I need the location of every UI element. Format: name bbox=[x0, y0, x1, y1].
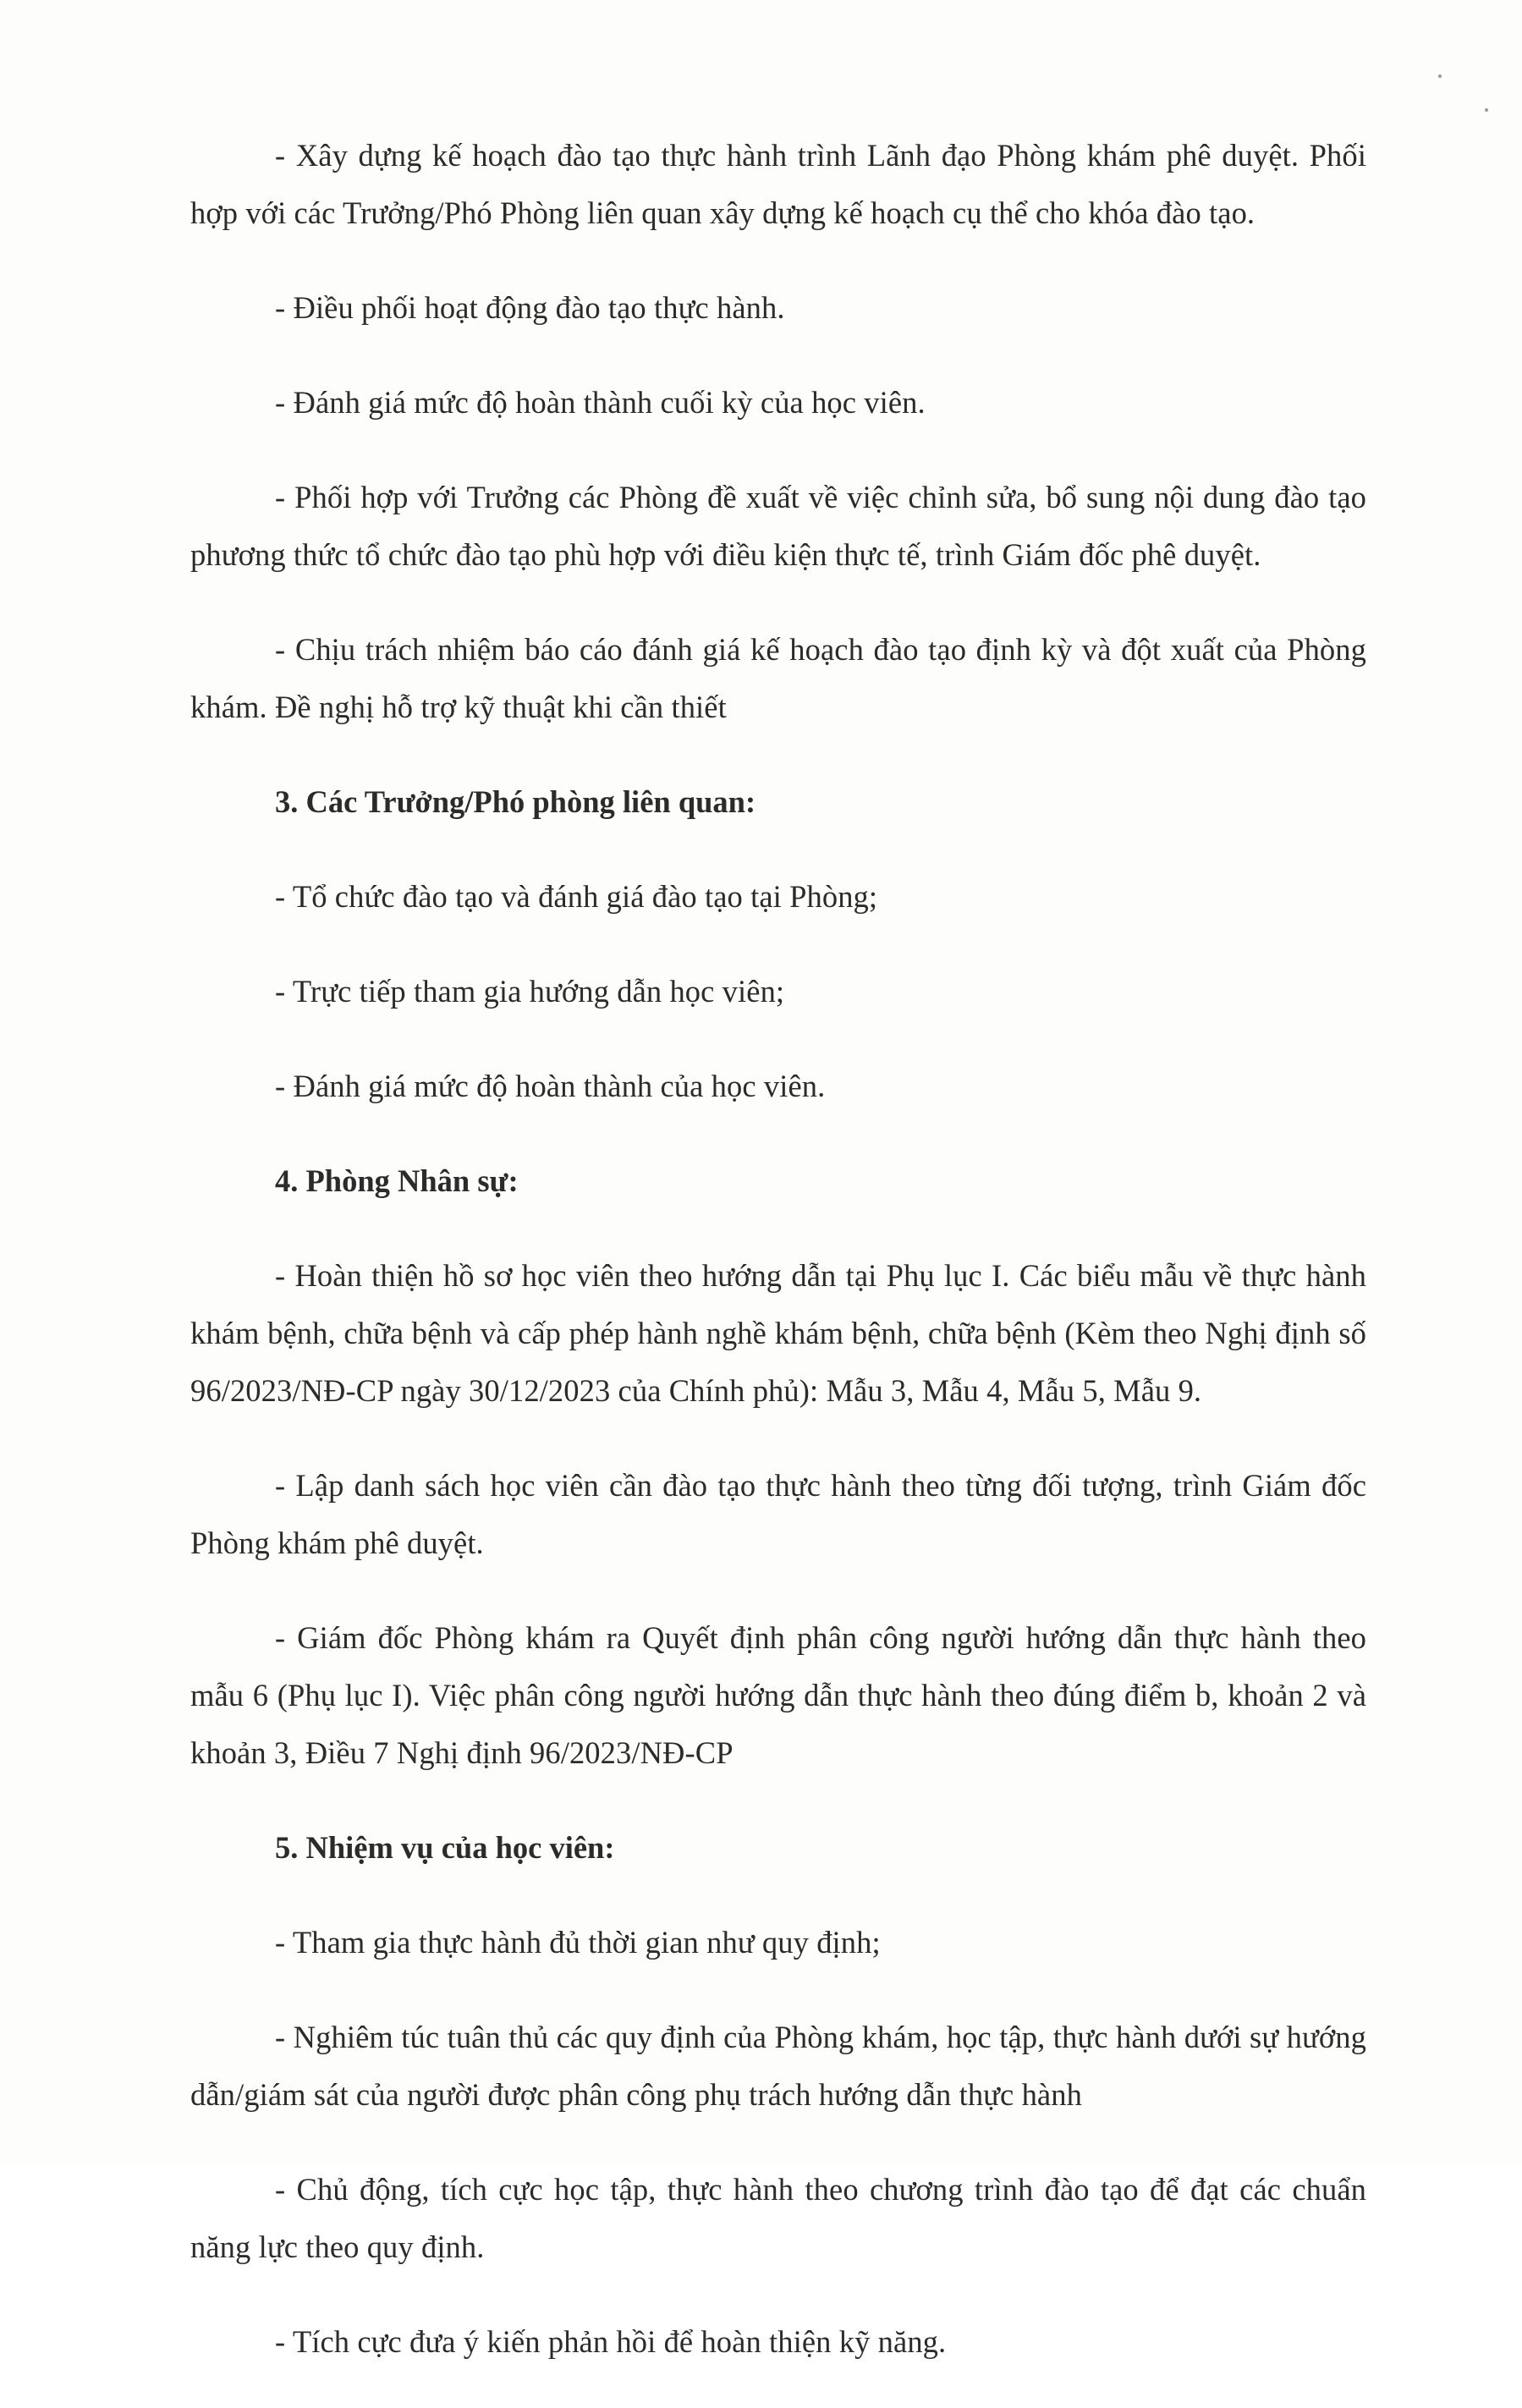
paragraph: - Tổ chức đào tạo và đánh giá đào tạo tại Phòng; bbox=[275, 879, 878, 914]
document-body bbox=[190, 127, 1366, 2408]
paragraph: - Xây dựng kế hoạch đào tạo thực hành trình Lãnh đạo Phòng khám phê duyệt. Phối hợp với các Trưởng/Phó Phòng liên quan xây dựng kế hoạch cụ thể cho khóa đào tạo. bbox=[190, 138, 1366, 230]
section-heading: 3. Các Trưởng/Phó phòng liên quan: bbox=[275, 784, 756, 819]
section-heading: 5. Nhiệm vụ của học viên: bbox=[275, 1830, 615, 1865]
paragraph: - Chủ động, tích cực học tập, thực hành theo chương trình đào tạo để đạt các chuẩn năng lực theo quy định. bbox=[190, 2172, 1366, 2264]
section-heading: 4. Phòng Nhân sự: bbox=[275, 1163, 519, 1198]
paragraph: - Đánh giá mức độ hoàn thành của học viên. bbox=[275, 1069, 826, 1103]
paragraph: - Tích cực đưa ý kiến phản hồi để hoàn thiện kỹ năng. bbox=[275, 2324, 947, 2359]
paragraph: - Đánh giá mức độ hoàn thành cuối kỳ của học viên. bbox=[275, 385, 926, 420]
paragraph: - Nghiêm túc tuân thủ các quy định của Phòng khám, học tập, thực hành dưới sự hướng dẫn/giám sát của người được phân công phụ trách hướng dẫn thực hành bbox=[190, 2020, 1366, 2112]
scan-speck bbox=[1485, 108, 1488, 112]
paragraph: - Điều phối hoạt động đào tạo thực hành. bbox=[275, 290, 785, 325]
paragraph: - Trực tiếp tham gia hướng dẫn học viên; bbox=[275, 974, 785, 1009]
paragraph: - Giám đốc Phòng khám ra Quyết định phân công người hướng dẫn thực hành theo mẫu 6 (Phụ lục I). Việc phân công người hướng dẫn thực hành theo đúng điểm b, khoản 2 và khoản 3, Điều 7 Nghị định 96/2023/NĐ-CP bbox=[190, 1620, 1366, 1770]
paragraph: - Lập danh sách học viên cần đào tạo thực hành theo từng đối tượng, trình Giám đốc Phòng khám phê duyệt. bbox=[190, 1468, 1366, 1560]
paragraph: - Phối hợp với Trưởng các Phòng đề xuất về việc chỉnh sửa, bổ sung nội dung đào tạo phương thức tổ chức đào tạo phù hợp với điều kiện thực tế, trình Giám đốc phê duyệt. bbox=[190, 480, 1366, 572]
paragraph: - Hoàn thiện hồ sơ học viên theo hướng dẫn tại Phụ lục I. Các biểu mẫu về thực hành khám bệnh, chữa bệnh và cấp phép hành nghề khám bệnh, chữa bệnh (Kèm theo Nghị định số 96/2023/NĐ-CP ngày 30/12/2023 của Chính phủ): Mẫu 3, Mẫu 4, Mẫu 5, Mẫu 9. bbox=[190, 1258, 1366, 1408]
paragraph: - Chịu trách nhiệm báo cáo đánh giá kế hoạch đào tạo định kỳ và đột xuất của Phòng khám. Đề nghị hỗ trợ kỹ thuật khi cần thiết bbox=[190, 632, 1366, 724]
scan-speck bbox=[1438, 74, 1442, 78]
paragraph: - Tham gia thực hành đủ thời gian như quy định; bbox=[275, 1925, 881, 1960]
